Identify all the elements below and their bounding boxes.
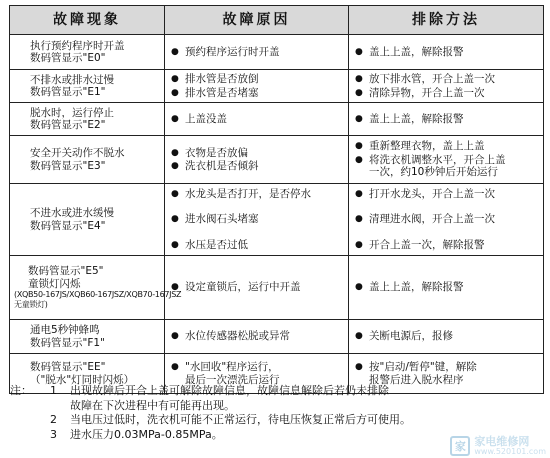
symptom-line: 数码管显示"E0" — [30, 52, 106, 64]
cause-text: 上盖没盖 — [185, 112, 227, 125]
list-item — [171, 147, 344, 160]
bullet-icon: ● — [171, 74, 179, 84]
list-item — [171, 87, 344, 100]
cause-text: 洗衣机是否倾斜 — [185, 160, 259, 172]
list-item — [171, 361, 344, 374]
bullet-icon: ● — [171, 46, 179, 57]
symptom-line: 数码管显示"E2" — [30, 119, 106, 131]
fix-cell — [349, 136, 544, 184]
table-row — [10, 35, 544, 70]
notes-label: 注： — [10, 384, 32, 397]
list-item — [355, 361, 539, 374]
table-row — [10, 184, 544, 256]
table-row — [10, 256, 544, 320]
fix-cell — [349, 35, 544, 70]
note-item — [10, 384, 540, 413]
cause-text: 预约程序运行时开盖 — [185, 45, 280, 58]
cause-text: 进水阀石头堵塞 — [185, 213, 259, 226]
table-row — [10, 136, 544, 184]
cause-cell — [165, 35, 349, 70]
fix-text: 盖上上盖，解除报警 — [369, 281, 464, 294]
note-text — [70, 413, 411, 428]
list-item — [171, 73, 344, 86]
bullet-icon: ● — [171, 147, 179, 158]
table-header-row — [10, 6, 544, 35]
bullet-icon: ● — [171, 113, 179, 124]
fix-text: 盖上上盖，解除报警 — [369, 112, 464, 125]
list-item — [355, 239, 539, 252]
symptom-cell — [10, 103, 165, 136]
symptom-line: 数码管显示"E4" — [30, 219, 106, 232]
list-item — [171, 239, 344, 252]
bullet-icon: ● — [355, 239, 363, 250]
symptom-line: 数码管显示"F1" — [30, 336, 105, 349]
fix-text: 按"启动/暂停"键，解除 — [369, 361, 477, 373]
fix-text: 报警后进入脱水程序 — [369, 373, 464, 386]
fix-cell — [349, 70, 544, 103]
cause-text: 水龙头是否打开，是否停水 — [185, 187, 311, 200]
list-item — [171, 113, 344, 126]
bullet-icon: ● — [355, 74, 363, 84]
list-item — [355, 166, 539, 179]
list-item — [355, 281, 539, 294]
list-item — [355, 213, 539, 226]
symptom-cell — [10, 70, 165, 103]
list-item — [171, 281, 344, 294]
bullet-icon: ● — [355, 282, 363, 293]
list-item — [355, 46, 539, 59]
fix-text: 一次，约10秒钟后开始运行 — [369, 166, 498, 179]
list-item — [171, 160, 344, 173]
bullet-icon: ● — [171, 282, 179, 293]
list-item — [171, 330, 344, 343]
bullet-icon: ● — [171, 188, 179, 199]
bullet-icon: ● — [355, 154, 363, 165]
note-line: 当电压过低时，洗衣机可能不正常运行，待电压恢复正常后方可使用。 — [70, 413, 411, 426]
note-number: 2 — [50, 413, 57, 426]
watermark — [450, 436, 546, 456]
bullet-icon: ● — [171, 331, 179, 342]
troubleshooting-table — [9, 5, 544, 394]
cause-text: 排水管是否堵塞 — [185, 86, 259, 99]
watermark-text: 家电维修网 — [474, 435, 530, 448]
bullet-icon: ● — [171, 87, 179, 98]
symptom-line: 数码管显示"E5" — [28, 265, 104, 277]
fix-cell — [349, 320, 544, 354]
fix-text: 开合上盖一次，解除报警 — [369, 238, 485, 251]
symptom-line: 不排水或排水过慢 — [30, 73, 114, 86]
fix-text: 重新整理衣物，盖上上盖 — [369, 140, 485, 153]
symptom-cell — [10, 320, 165, 354]
note-item — [30, 413, 540, 428]
cause-text: 水位传感器松脱或异常 — [185, 330, 290, 343]
symptom-cell — [10, 256, 182, 320]
fix-cell — [349, 103, 544, 136]
note-number: 1 — [50, 384, 57, 397]
cause-text: 排水管是否放倒 — [185, 73, 259, 85]
symptom-line: 数码管显示"EE" — [30, 361, 106, 373]
fix-text: 盖上上盖，解除报警 — [369, 45, 464, 58]
symptom-line: 童锁灯闪烁 — [28, 277, 81, 290]
fix-text: 将洗衣机调整水平，开合上盖 — [369, 153, 506, 166]
list-item — [171, 46, 344, 59]
fix-text: 清理进水阀，开合上盖一次 — [369, 213, 495, 226]
note-number: 3 — [50, 427, 57, 441]
list-item — [355, 330, 539, 343]
bullet-icon: ● — [355, 214, 363, 225]
model-note: (XQB50-167JS/XQB60-167JSZ/XQB70-167JSZ — [14, 290, 182, 299]
fix-cell — [349, 256, 544, 320]
note-line: 进水压力0.03MPa-0.85MPa。 — [70, 427, 223, 441]
header-cause: 故障原因 — [165, 6, 349, 35]
note-text — [70, 384, 389, 413]
symptom-cell — [10, 35, 165, 70]
watermark-url: www.520101.com — [474, 447, 546, 456]
symptom-cell — [10, 184, 165, 256]
cause-cell — [165, 70, 349, 103]
cause-cell — [165, 103, 349, 136]
bullet-icon: ● — [171, 239, 179, 250]
bullet-icon: ● — [355, 87, 363, 98]
model-note: 无童锁灯) — [14, 300, 48, 309]
list-item — [355, 140, 539, 153]
symptom-cell — [10, 136, 165, 184]
cause-cell — [165, 184, 349, 256]
bullet-icon: ● — [355, 331, 363, 342]
list-item — [355, 87, 539, 100]
fix-text: 关断电源后，报修 — [369, 330, 453, 343]
list-item — [355, 73, 539, 86]
fix-text: 打开水龙头，开合上盖一次 — [369, 187, 495, 200]
symptom-line: 执行预约程序时开盖 — [30, 39, 125, 52]
note-line: 出现故障后开合上盖可解除故障信息，故障信息解除后若仍未排除 — [70, 384, 389, 397]
symptom-line: 安全开关动作不脱水 — [30, 147, 125, 159]
header-fix: 排除方法 — [349, 6, 544, 35]
cause-cell — [165, 136, 349, 184]
header-symptom: 故障现象 — [10, 6, 165, 35]
bullet-icon: ● — [171, 214, 179, 225]
symptom-line: 脱水时，运行停止 — [30, 106, 114, 119]
fix-cell — [349, 184, 544, 256]
cause-cell — [165, 256, 349, 320]
symptom-line: 数码管显示"E3" — [30, 159, 106, 172]
symptom-line: （"脱水"灯同时闪烁） — [30, 373, 135, 386]
list-item — [355, 154, 539, 167]
symptom-line: 通电5秒钟蜂鸣 — [30, 324, 100, 336]
note-line: 故障在下次进程中有可能再出现。 — [70, 398, 235, 412]
cause-text: 衣物是否放偏 — [185, 146, 248, 159]
watermark-logo-icon: 家 — [450, 436, 470, 456]
list-item — [355, 188, 539, 201]
fix-text: 清除异物，开合上盖一次 — [369, 86, 485, 99]
symptom-line: 数码管显示"E1" — [30, 86, 106, 98]
list-item — [355, 113, 539, 126]
cause-cell — [165, 320, 349, 354]
symptom-line: 不进水或进水缓慢 — [30, 207, 114, 219]
fix-text: 放下排水管，开合上盖一次 — [369, 73, 495, 85]
list-item — [171, 188, 344, 201]
bullet-icon: ● — [355, 188, 363, 199]
list-item — [171, 213, 344, 226]
table-row — [10, 320, 544, 354]
notes-section — [10, 384, 540, 442]
bullet-icon: ● — [355, 46, 363, 57]
cause-text: "水回收"程序运行， — [185, 361, 279, 373]
bullet-icon: ● — [171, 161, 179, 171]
bullet-icon: ● — [355, 113, 363, 124]
table-row — [10, 103, 544, 136]
cause-text: 水压是否过低 — [185, 238, 248, 251]
bullet-icon: ● — [355, 362, 363, 372]
cause-text: 最后一次漂洗后运行 — [185, 373, 280, 386]
bullet-icon: ● — [355, 141, 363, 152]
cause-text: 设定童锁后，运行中开盖 — [185, 281, 301, 294]
table-row — [10, 70, 544, 103]
note-text — [70, 428, 223, 443]
bullet-icon: ● — [171, 362, 179, 372]
